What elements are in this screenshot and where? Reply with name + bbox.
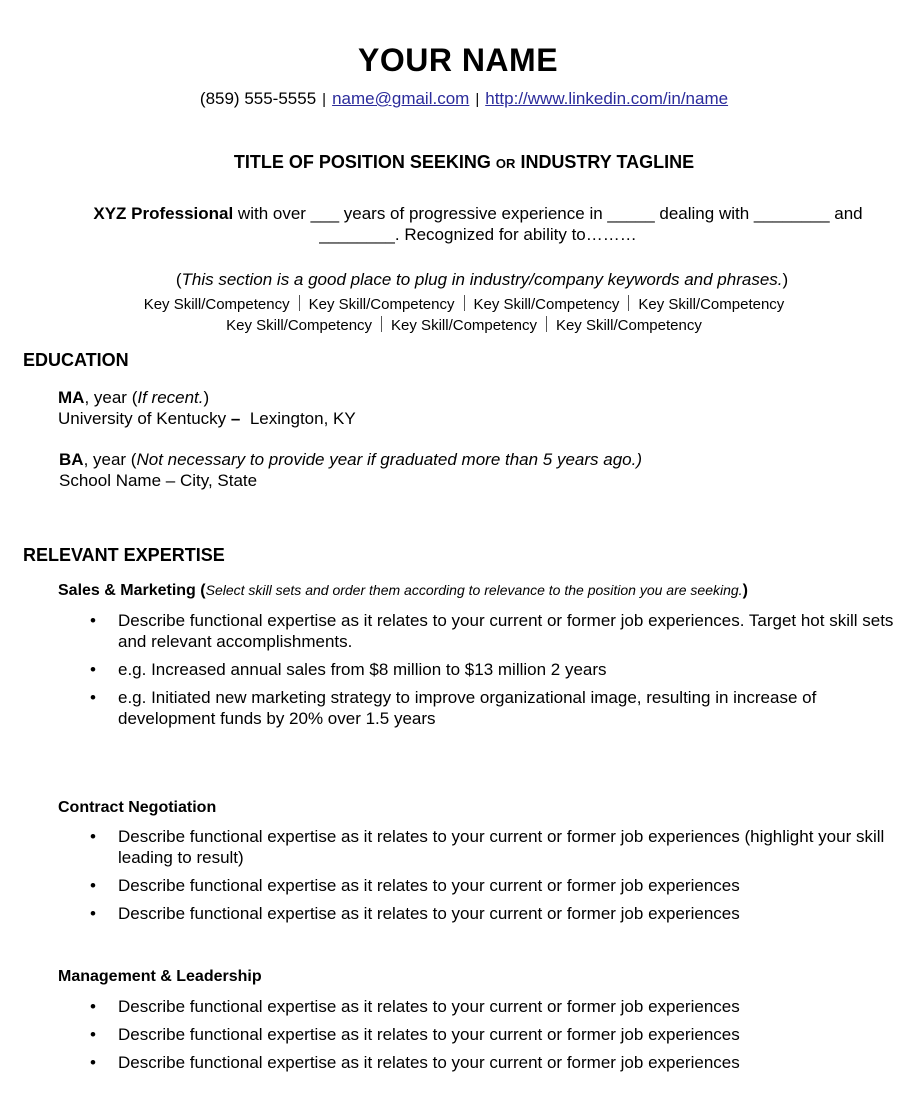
position-tagline — [0, 152, 916, 173]
degree-note: If recent. — [137, 388, 204, 407]
contact-separator: | — [475, 91, 480, 108]
education-entry-ma — [58, 387, 356, 429]
list-item: • Describe functional expertise as it relates to your current or former job experiences (highlight your skill leading to result) — [90, 826, 906, 868]
school-location: Lexington, KY — [249, 409, 356, 428]
skill-item: Key Skill/Competency — [308, 296, 455, 313]
expertise-heading: RELEVANT EXPERTISE — [23, 545, 225, 565]
contact-line — [0, 89, 916, 109]
linkedin-link[interactable]: http://www.linkedin.com/in/name — [485, 89, 729, 108]
note-paren-close: ) — [742, 582, 748, 599]
expertise-group-heading — [58, 968, 262, 986]
group-title: Sales & Marketing — [58, 582, 196, 599]
skill-item: Key Skill/Competency — [226, 317, 373, 334]
skill-divider — [464, 295, 465, 311]
expertise-group-heading — [58, 582, 748, 600]
degree-year: , year ( — [84, 388, 138, 407]
candidate-name: YOUR NAME — [357, 42, 559, 78]
expertise-group-heading — [58, 799, 216, 817]
skill-divider — [628, 295, 629, 311]
summary-line-1 — [60, 203, 896, 224]
group-title: Management & Leadership — [58, 968, 262, 985]
degree-note: Not necessary to provide year if graduated more than 5 years ago.) — [136, 450, 643, 469]
list-item: • Describe functional expertise as it relates to your current or former job experiences. Target hot skill sets and relevant accomplishments. — [90, 610, 906, 652]
note-paren-open: ( — [195, 582, 206, 599]
summary-line-1-text: with over ___ years of progressive experience in _____ dealing with ________ and — [233, 204, 863, 223]
skill-item: Key Skill/Competency — [555, 317, 702, 334]
skill-item: Key Skill/Competency — [638, 296, 785, 313]
skill-divider — [546, 316, 547, 332]
tagline-part-1: TITLE OF POSITION SEEKING — [233, 152, 491, 172]
keywords-note — [0, 270, 916, 290]
list-item: • Describe functional expertise as it relates to your current or former job experiences — [90, 1052, 906, 1073]
degree-name: MA — [58, 388, 85, 407]
skill-item: Key Skill/Competency — [391, 317, 537, 334]
degree-line — [59, 449, 642, 470]
list-item: • Describe functional expertise as it relates to your current or former job experiences — [90, 996, 906, 1017]
contact-separator: | — [322, 91, 327, 108]
professional-summary — [60, 203, 896, 245]
skill-item: Key Skill/Competency — [473, 296, 620, 313]
summary-line-2: ________. Recognized for ability to……… — [319, 225, 637, 244]
school-line: School Name – City, State — [59, 471, 258, 490]
tagline-part-2: INDUSTRY TAGLINE — [520, 152, 695, 172]
list-item: • Describe functional expertise as it relates to your current or former job experiences — [90, 1024, 906, 1045]
skill-item: Key Skill/Competency — [143, 296, 290, 313]
phone-number: (859) 555-5555 — [199, 89, 317, 108]
note-paren-open: ( — [175, 270, 182, 289]
school-name: University of Kentucky — [58, 409, 227, 428]
list-item: • e.g. Initiated new marketing strategy to improve organizational image, resulting in increase of development funds by 20% over 1.5 years — [90, 687, 906, 729]
degree-year: , year ( — [83, 450, 137, 469]
keywords-note-text: This section is a good place to plug in industry/company keywords and phrases. — [181, 270, 783, 289]
group-note: Select skill sets and order them according to relevance to the position you are seeking. — [205, 582, 743, 598]
education-heading: EDUCATION — [23, 350, 129, 370]
skills-row-1 — [0, 295, 916, 313]
tagline-or: OR — [495, 156, 516, 171]
list-item: • e.g. Increased annual sales from $8 million to $13 million 2 years — [90, 659, 906, 680]
school-line — [58, 408, 356, 429]
degree-name: BA — [59, 450, 84, 469]
group-title: Contract Negotiation — [58, 799, 217, 816]
skill-divider — [299, 295, 300, 311]
skills-row-2 — [0, 316, 916, 334]
skill-divider — [381, 316, 382, 332]
summary-lead: XYZ Professional — [93, 204, 234, 223]
expertise-bullet-list — [90, 826, 906, 931]
degree-close: ) — [203, 388, 210, 407]
list-item: • Describe functional expertise as it relates to your current or former job experiences — [90, 903, 906, 924]
expertise-bullet-list — [90, 610, 906, 736]
email-link[interactable]: name@gmail.com — [332, 89, 470, 108]
school-dash: – — [230, 409, 241, 428]
note-paren-close: ) — [782, 270, 789, 289]
degree-line — [58, 387, 356, 408]
expertise-bullet-list — [90, 996, 906, 1080]
education-entry-ba — [59, 449, 642, 491]
list-item: • Describe functional expertise as it relates to your current or former job experiences — [90, 875, 906, 896]
